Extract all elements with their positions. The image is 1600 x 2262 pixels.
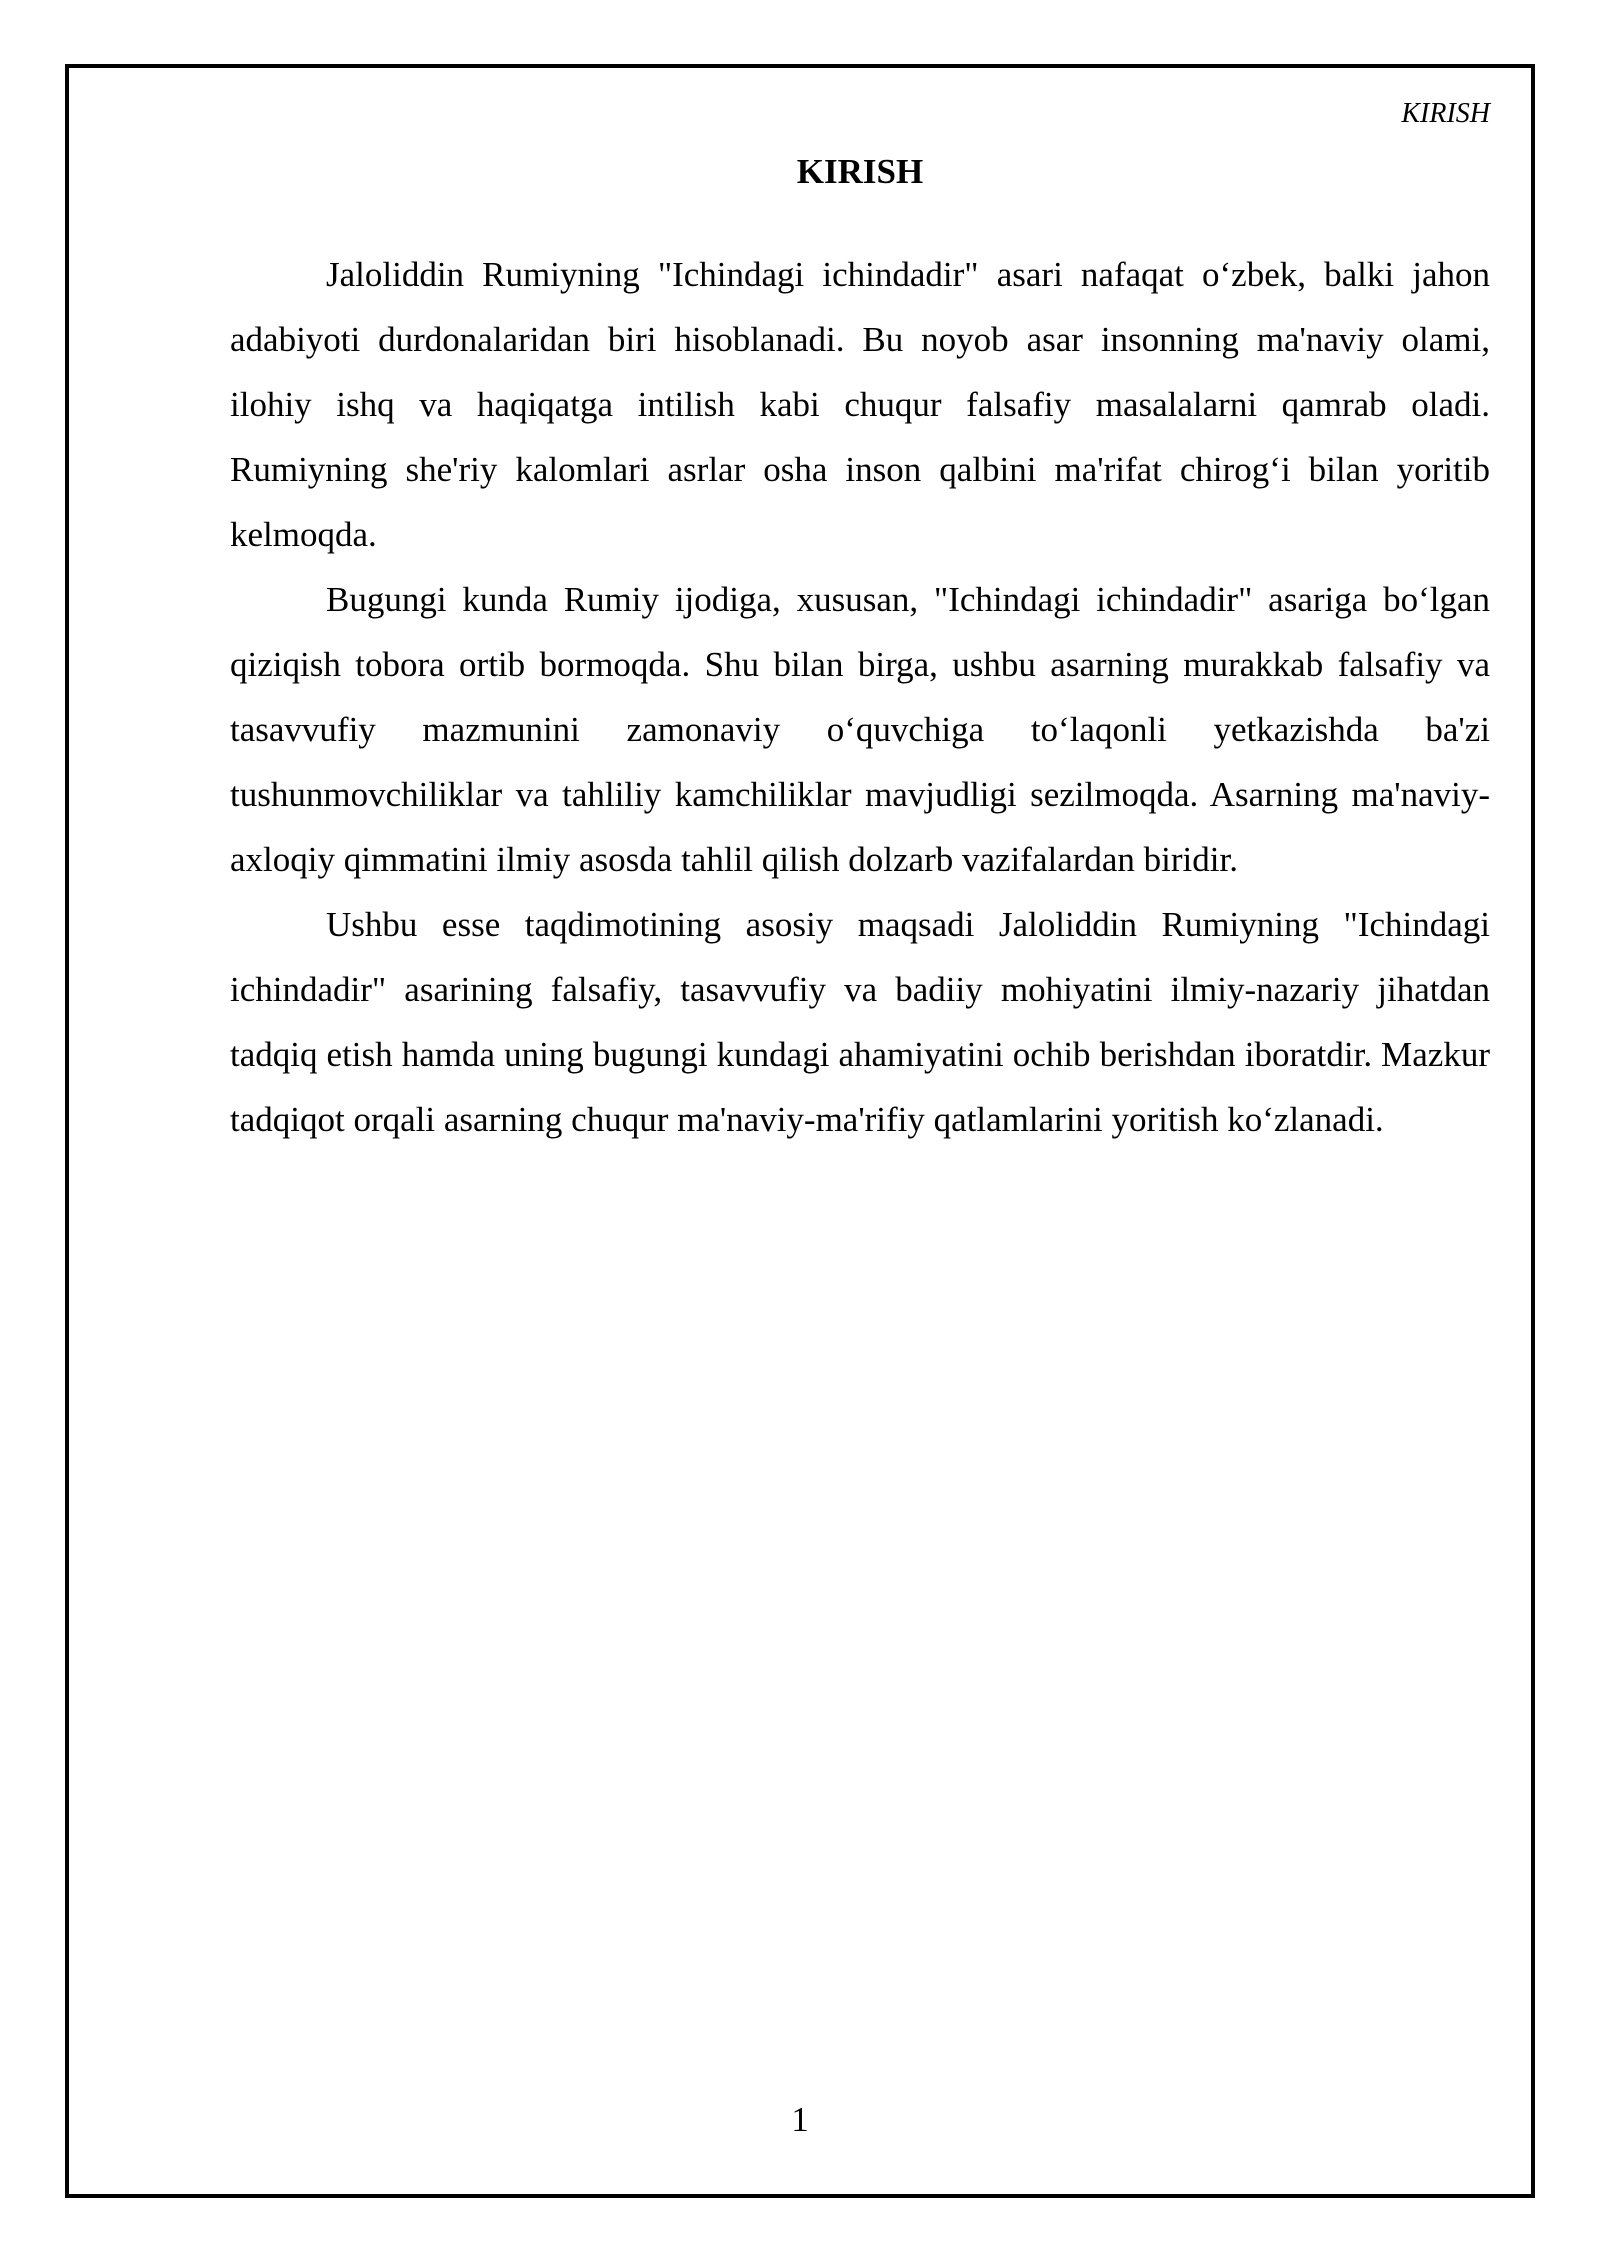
document-body xyxy=(230,242,1490,1152)
running-header: KIRISH xyxy=(1401,98,1490,129)
paragraph-3: Ushbu esse taqdimotining asosiy maqsadi Jaloliddin Rumiyning "Ichindagi ichindadir" asarining falsafiy, tasavvufiy va badiiy mohiyatini ilmiy-nazariy jihatdan tadqiq etish hamda uning bugungi kundagi ahamiyatini ochib berishdan iboratdir. Mazkur tadqiqot orqali asarning chuqur ma'naviy-ma'rifiy qatlamlarini yoritish ko‘zlanadi. xyxy=(230,905,1490,1139)
document-title: KIRISH xyxy=(796,152,924,191)
page-number: 1 xyxy=(791,2100,809,2139)
paragraph-2: Bugungi kunda Rumiy ijodiga, xususan, "Ichindagi ichindadir" asariga bo‘lgan qiziqish tobora ortib bormoqda. Shu bilan birga, ushbu asarning murakkab falsafiy va tasavvufiy mazmunini zamonaviy o‘quvchiga to‘laqonli yetkazishda ba'zi tushunmovchiliklar va tahliliy kamchiliklar mavjudligi sezilmoqda. Asarning ma'naviy-axloqiy qimmatini ilmiy asosda tahlil qilish dolzarb vazifalardan biridir. xyxy=(230,580,1490,879)
paragraph-1: Jaloliddin Rumiyning "Ichindagi ichindadir" asari nafaqat o‘zbek, balki jahon adabiyoti durdonalaridan biri hisoblanadi. Bu noyob asar insonning ma'naviy olami, ilohiy ishq va haqiqatga intilish kabi chuqur falsafiy masalalarni qamrab oladi. Rumiyning she'riy kalomlari asrlar osha inson qalbini ma'rifat chirog‘i bilan yoritib kelmoqda. xyxy=(230,255,1490,554)
